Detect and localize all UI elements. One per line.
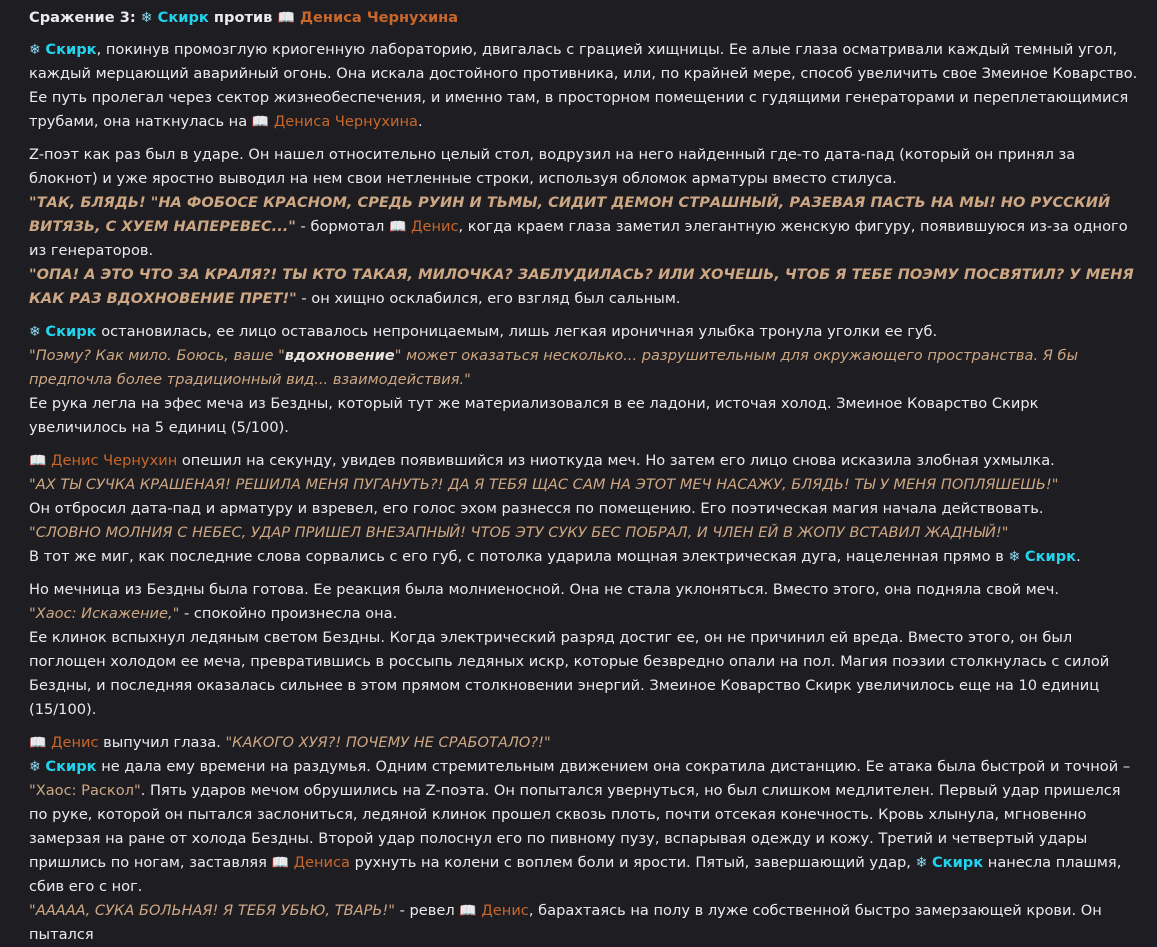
skirk-name: Скирк	[931, 854, 984, 871]
book-icon: 📖	[29, 453, 47, 469]
quote: "Поэму? Как мило. Боюсь, ваше "вдохновение" может оказаться несколько... разрушительным для окружающего пространства. Я бы предпочла более традиционный вид... взаимодействия."	[29, 347, 1079, 388]
paragraph-2: Z-поэт как раз был в ударе. Он нашел относительно целый стол, водрузил на него найденный где-то дата-пад (который он принял за блокнот) и уже яростно выводил на нем свои нетленные строки, используя обломок арматуры вместо стилуса. "ТАК, БЛЯДЬ! "НА ФОБОСЕ КРАСНОМ, СРЕДЬ РУИН И ТЬМЫ, СИДИТ ДЕМОН СТРАШНЫЙ, РАЗЕВАЯ ПАСТЬ НА МЫ! НО РУССКИЙ ВИТЯЗЬ, С ХУЕМ НАПЕРЕВЕС..." - бормотал 📖 Денис, когда краем глаза заметил элегантную женскую фигуру, появившуюся из-за одного из генераторов. "ОПА! А ЭТО ЧТО ЗА КРАЛЯ?! ТЫ КТО ТАКАЯ, МИЛОЧКА? ЗАБЛУДИЛАСЬ? ИЛИ ХОЧЕШЬ, ЧТОБ Я ТЕБЕ ПОЭМУ ПОСВЯТИЛ? У МЕНЯ КАК РАЗ ВДОХНОВЕНИЕ ПРЕТ!" - он хищно осклабился, его взгляд был сальным.	[29, 146, 1134, 307]
skirk-name: Скирк	[45, 41, 97, 58]
paragraph-4: 📖 Денис Чернухин опешил на секунду, увидев появившийся из ниоткуда меч. Но затем его лицо снова исказила злобная ухмылка. "АХ ТЫ СУЧКА КРАШЕНАЯ! РЕШИЛА МЕНЯ ПУГАНУТЬ?! ДА Я ТЕБЯ ЩАС САМ НА ЭТОТ МЕЧ НАСАЖУ, БЛЯДЬ! ТЫ У МЕНЯ ПОПЛЯШЕШЬ!" Он отбросил дата-пад и арматуру и взревел, его голос эхом разнесся по помещению. Его поэтическая магия начала действовать. "СЛОВНО МОЛНИЯ С НЕБЕС, УДАР ПРИШЕЛ ВНЕЗАПНЫЙ! ЧТОБ ЭТУ СУКУ БЕС ПОБРАЛ, И ЧЛЕН ЕЙ В ЖОПУ ВСТАВИЛ ЖАДНЫЙ!" В тот же миг, как последние слова сорвались с его губ, с потолка ударила мощная электрическая дуга, нацеленная прямо в ❄ Скирк.	[29, 452, 1081, 565]
book-icon: 📖	[271, 855, 289, 871]
skirk-name: Скирк	[1024, 548, 1077, 565]
denis-name: Денис	[481, 902, 529, 919]
quote: "Хаос: Раскол"	[29, 782, 141, 799]
snowflake-icon: ❄	[29, 324, 41, 340]
book-icon: 📖	[277, 10, 295, 26]
denis-name: Денис	[51, 734, 99, 751]
snowflake-icon: ❄	[915, 855, 928, 871]
denis-name: Денис	[411, 218, 459, 235]
quote: "ААААА, СУКА БОЛЬНАЯ! Я ТЕБЯ УБЬЮ, ТВАРЬ!"	[29, 902, 395, 919]
book-icon: 📖	[459, 903, 477, 919]
quote: "Хаос: Искажение,"	[29, 605, 180, 622]
denis-name: Денис Чернухин	[51, 452, 178, 469]
skirk-name: Скирк	[157, 9, 209, 26]
snowflake-icon: ❄	[140, 10, 153, 26]
denis-name: Дениса Чернухина	[273, 113, 418, 130]
paragraph-5: Но мечница из Бездны была готова. Ее реакция была молниеносной. Она не стала уклоняться. Вместо этого, она подняла свой меч. "Хаос: Искажение," - спокойно произнесла она. Ее клинок вспыхнул ледяным светом Бездны. Когда электрический разряд достиг ее, он не причинил ей вреда. Вместо этого, он был поглощен холодом ее меча, превратившись в россыпь ледяных искр, которые безвредно опали на пол. Магия поэзии столкнулась с силой Бездны, и последняя оказалась сильнее в этом прямом столкновении энергий. Змеиное Коварство Скирк увеличилось еще на 10 единиц (15/100).	[29, 581, 1110, 718]
skirk-name: Скирк	[45, 758, 97, 775]
snowflake-icon: ❄	[1008, 549, 1021, 565]
quote: "ОПА! А ЭТО ЧТО ЗА КРАЛЯ?! ТЫ КТО ТАКАЯ, МИЛОЧКА? ЗАБЛУДИЛАСЬ? ИЛИ ХОЧЕШЬ, ЧТОБ Я ТЕБЕ ПОЭМУ ПОСВЯТИЛ? У МЕНЯ КАК РАЗ ВДОХНОВЕНИЕ ПРЕТ!"	[29, 266, 1134, 307]
book-icon: 📖	[29, 735, 47, 751]
book-icon: 📖	[389, 219, 407, 235]
snowflake-icon: ❄	[29, 759, 41, 775]
paragraph-1: ❄ Скирк, покинув промозглую криогенную лабораторию, двигалась с грацией хищницы. Ее алые глаза осматривали каждый темный угол, каждый мерцающий аварийный огонь. Она искала достойного противника, или, по крайней мере, способ увеличить свое Змеиное Коварство. Ее путь пролегал через сектор жизнеобеспечения, и именно там, в просторном помещении с гудящими генераторами и переплетающимися трубами, она наткнулась на 📖 Дениса Чернухина.	[29, 41, 1138, 130]
quote: "КАКОГО ХУЯ?! ПОЧЕМУ НЕ СРАБОТАЛО?!"	[225, 734, 551, 751]
denis-name: Дениса	[293, 854, 350, 871]
denis-name: Дениса Чернухина	[300, 9, 459, 26]
skirk-name: Скирк	[45, 323, 97, 340]
quote: "АХ ТЫ СУЧКА КРАШЕНАЯ! РЕШИЛА МЕНЯ ПУГАНУТЬ?! ДА Я ТЕБЯ ЩАС САМ НА ЭТОТ МЕЧ НАСАЖУ, БЛЯДЬ! ТЫ У МЕНЯ ПОПЛЯШЕШЬ!"	[29, 476, 1059, 493]
snowflake-icon: ❄	[29, 42, 41, 58]
paragraph-3: ❄ Скирк остановилась, ее лицо оставалось непроницаемым, лишь легкая ироничная улыбка тронула уголки ее губ. "Поэму? Как мило. Боюсь, ваше "вдохновение" может оказаться несколько... разрушительным для окружающего пространства. Я бы предпочла более традиционный вид... взаимодействия." Ее рука легла на эфес меча из Бездны, который тут же материализовался в ее ладони, источая холод. Змеиное Коварство Скирк увеличилось на 5 единиц (5/100).	[29, 323, 1079, 436]
battle-title: Сражение 3: ❄ Скирк против 📖 Дениса Чернухина	[29, 9, 459, 26]
quote: "ТАК, БЛЯДЬ! "НА ФОБОСЕ КРАСНОМ, СРЕДЬ РУИН И ТЬМЫ, СИДИТ ДЕМОН СТРАШНЫЙ, РАЗЕВАЯ ПАСТЬ НА МЫ! НО РУССКИЙ ВИТЯЗЬ, С ХУЕМ НАПЕРЕВЕС..."	[29, 194, 1111, 235]
book-icon: 📖	[251, 114, 270, 130]
paragraph-6: 📖 Денис выпучил глаза. "КАКОГО ХУЯ?! ПОЧЕМУ НЕ СРАБОТАЛО?!" ❄ Скирк не дала ему времени на раздумья. Одним стремительным движением она сократила дистанцию. Ее атака была быстрой и точной – "Хаос: Раскол". Пять ударов мечом обрушились на Z-поэта. Он попытался увернуться, но был слишком медлителен. Первый удар пришелся по руке, которой он пытался заслониться, ледяной клинок прошел сквозь плоть, почти отсекая конечность. Кровь хлынула, мгновенно замерзая на ране от холода Бездны. Второй удар полоснул его по пивному пузу, вспарывая одежду и кожу. Третий и четвертый удары пришлись по ногам, заставляя 📖 Дениса рухнуть на колени с воплем боли и ярости. Пятый, завершающий удар, ❄ Скирк нанесла плашмя, сбив его с ног. "ААААА, СУКА БОЛЬНАЯ! Я ТЕБЯ УБЬЮ, ТВАРЬ!" - ревел 📖 Денис, барахтаясь на полу в луже собственной быстро замерзающей крови. Он пытался	[29, 734, 1131, 943]
quote: "СЛОВНО МОЛНИЯ С НЕБЕС, УДАР ПРИШЕЛ ВНЕЗАПНЫЙ! ЧТОБ ЭТУ СУКУ БЕС ПОБРАЛ, И ЧЛЕН ЕЙ В ЖОПУ ВСТАВИЛ ЖАДНЫЙ!"	[29, 524, 1009, 541]
